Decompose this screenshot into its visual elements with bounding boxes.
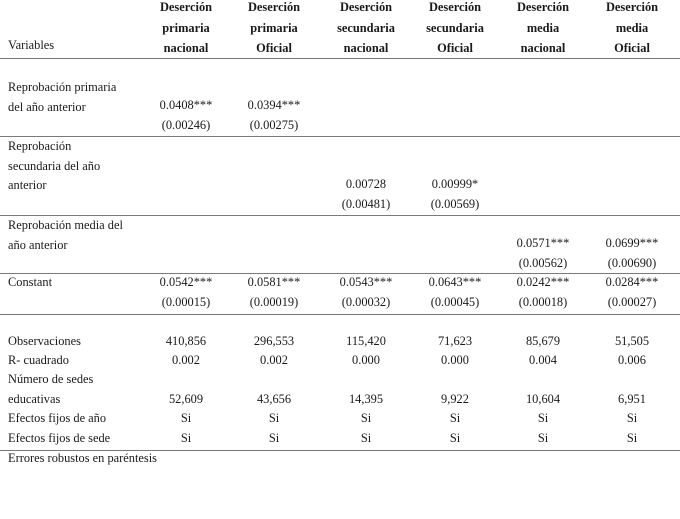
- stat-cell: Si: [268, 431, 280, 445]
- coefficient-cell: 0.0242***: [516, 275, 570, 289]
- column-header: secundaria: [337, 20, 395, 35]
- std-error-cell: (0.00481): [341, 197, 391, 211]
- column-header: Deserción: [159, 0, 213, 14]
- row-rule: [0, 136, 680, 137]
- column-header: nacional: [163, 41, 209, 55]
- coefficient-cell: 0.0581***: [247, 275, 301, 289]
- std-error-cell: (0.00027): [607, 295, 657, 309]
- stat-cell: 71,623: [437, 334, 473, 348]
- stat-cell: 410,856: [165, 334, 207, 348]
- stat-label: educativas: [8, 392, 61, 406]
- row-label: Constant: [8, 275, 53, 289]
- row-rule: [0, 215, 680, 216]
- std-error-cell: (0.00032): [341, 295, 391, 309]
- stat-cell: 14,395: [348, 392, 384, 406]
- stat-cell: 85,679: [525, 334, 561, 348]
- stat-cell: Si: [180, 431, 192, 445]
- stat-cell: 0.004: [529, 353, 557, 367]
- row-label: del año anterior: [8, 99, 86, 114]
- stat-cell: 6,951: [618, 392, 646, 406]
- std-error-cell: (0.00275): [249, 118, 299, 132]
- std-error-cell: (0.00018): [518, 295, 568, 309]
- stat-cell: 0.002: [260, 353, 288, 367]
- stat-cell: 0.000: [441, 353, 469, 367]
- column-header: Deserción: [516, 0, 570, 14]
- stat-cell: 0.002: [172, 353, 200, 367]
- row-label: año anterior: [8, 237, 68, 252]
- coefficient-cell: 0.00728: [345, 177, 387, 191]
- coefficient-cell: 0.0699***: [605, 236, 659, 250]
- stat-cell: 10,604: [525, 392, 561, 406]
- row-label: Reprobación primaria: [8, 80, 117, 94]
- column-header: Deserción: [339, 0, 393, 14]
- std-error-cell: (0.00690): [607, 256, 657, 270]
- variables-header: Variables: [8, 38, 55, 52]
- std-error-cell: (0.00562): [518, 256, 568, 270]
- stat-cell: Si: [180, 411, 192, 425]
- stat-cell: 52,609: [168, 392, 204, 406]
- std-error-cell: (0.00019): [249, 295, 299, 309]
- coefficient-cell: 0.0643***: [428, 275, 482, 289]
- stat-cell: Si: [537, 431, 549, 445]
- stat-cell: Si: [360, 431, 372, 445]
- stat-cell: 115,420: [346, 334, 386, 348]
- stat-cell: Si: [626, 411, 638, 425]
- column-header: secundaria: [426, 20, 484, 35]
- stat-cell: 9,922: [441, 392, 469, 406]
- stat-label: Observaciones: [8, 334, 81, 348]
- column-header: Deserción: [428, 0, 482, 14]
- column-header: Oficial: [614, 41, 650, 55]
- stat-cell: 296,553: [253, 334, 295, 348]
- column-header: media: [526, 20, 560, 35]
- column-header: nacional: [520, 41, 566, 55]
- column-header: Oficial: [437, 41, 473, 55]
- row-label: anterior: [8, 178, 47, 192]
- stat-label: Efectos fijos de año: [8, 411, 107, 425]
- stat-label: Número de sedes: [8, 372, 94, 386]
- stat-cell: Si: [360, 411, 372, 425]
- std-error-cell: (0.00246): [161, 118, 211, 132]
- stat-cell: Si: [268, 411, 280, 425]
- column-header: nacional: [343, 41, 389, 55]
- std-error-cell: (0.00045): [430, 295, 480, 309]
- coefficient-cell: 0.0284***: [605, 275, 659, 289]
- stat-cell: 0.000: [352, 353, 380, 367]
- row-label: secundaria del año: [8, 158, 101, 173]
- stat-cell: Si: [449, 411, 461, 425]
- coefficient-cell: 0.0543***: [339, 275, 393, 289]
- stat-cell: Si: [449, 431, 461, 445]
- stat-cell: 43,656: [256, 392, 292, 406]
- column-header: Oficial: [256, 41, 292, 55]
- coefficient-cell: 0.0542***: [159, 275, 213, 289]
- row-label: Reprobación: [8, 139, 72, 153]
- column-header: primaria: [250, 20, 298, 35]
- std-error-cell: (0.00015): [161, 295, 211, 309]
- coefficient-cell: 0.0408***: [159, 98, 213, 112]
- row-label: Reprobación media del: [8, 218, 123, 232]
- row-rule: [0, 273, 680, 274]
- header-rule: [0, 58, 680, 59]
- column-header: Deserción: [605, 0, 659, 14]
- stats-rule: [0, 314, 680, 315]
- coefficient-cell: 0.0571***: [516, 236, 570, 250]
- coefficient-cell: 0.0394***: [247, 98, 301, 112]
- stat-label: Efectos fijos de sede: [8, 431, 111, 445]
- table-note: Errores robustos en paréntesis: [8, 451, 157, 465]
- std-error-cell: (0.00569): [430, 197, 480, 211]
- column-header: Deserción: [247, 0, 301, 14]
- stat-cell: 51,505: [614, 334, 650, 348]
- stat-cell: 0.006: [618, 353, 646, 367]
- coefficient-cell: 0.00999*: [431, 177, 479, 191]
- stat-label: R- cuadrado: [8, 353, 69, 367]
- column-header: primaria: [162, 20, 210, 35]
- stat-cell: Si: [626, 431, 638, 445]
- column-header: media: [615, 20, 649, 35]
- stat-cell: Si: [537, 411, 549, 425]
